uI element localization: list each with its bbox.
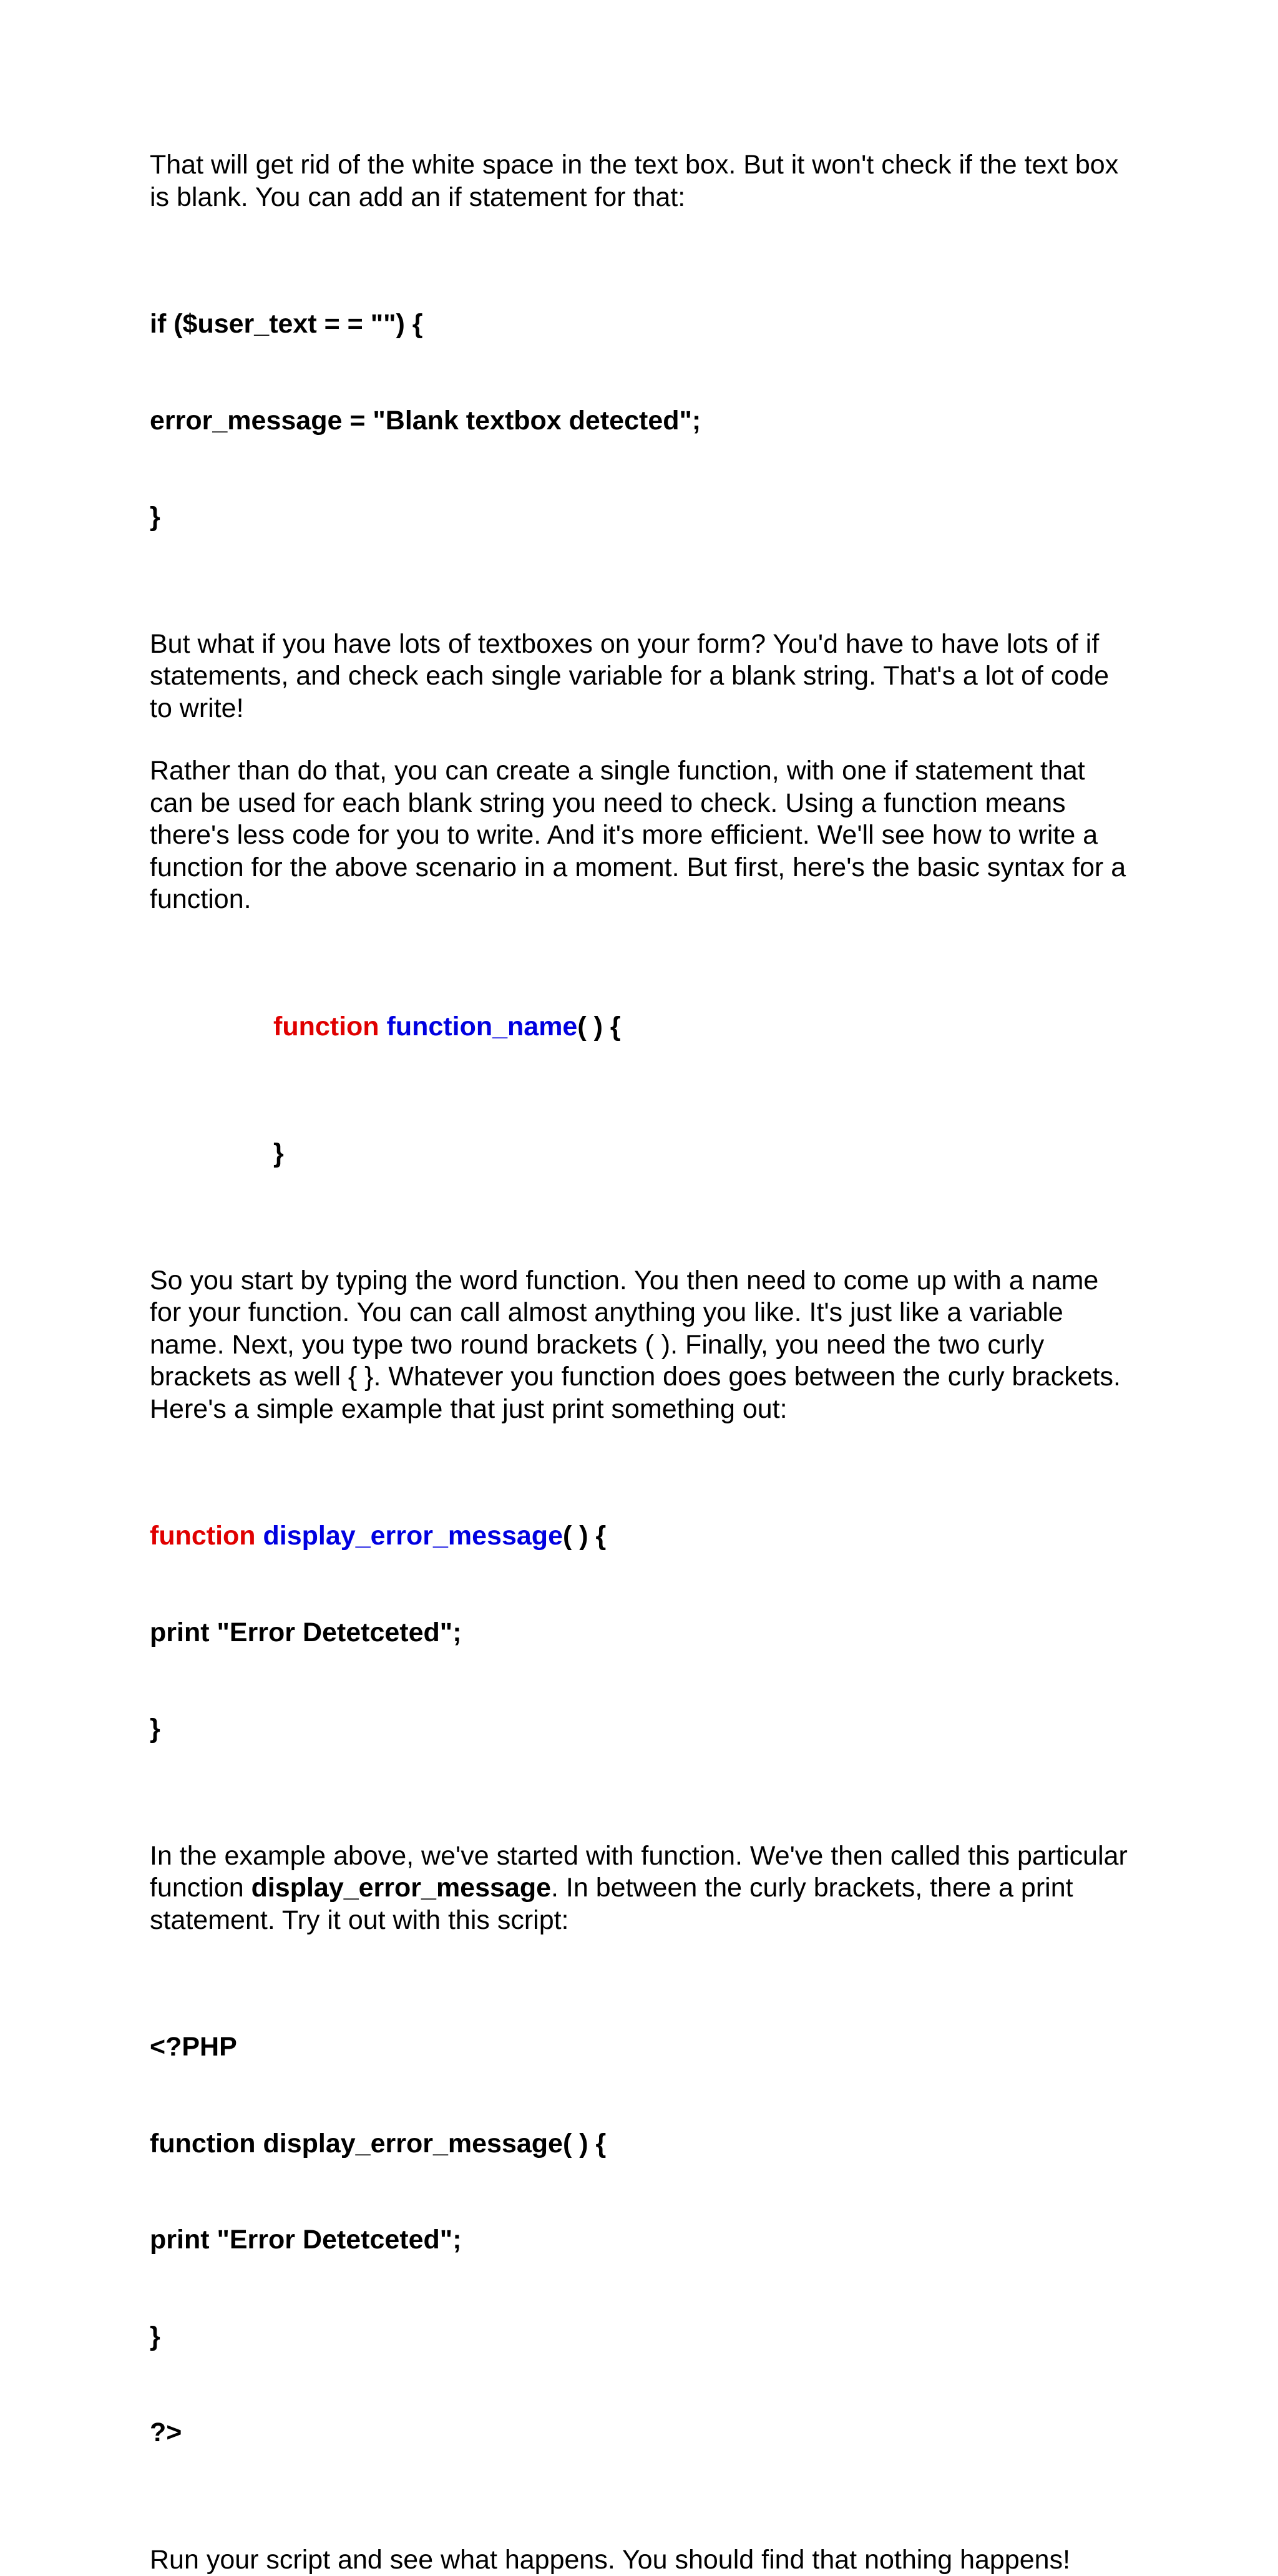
function-name: display_error_message [263, 1521, 563, 1551]
paragraph-many-textboxes: But what if you have lots of textboxes on your form? You'd have to have lots of if statements, and check each single variable for a blank string. That's a lot of code to write! [150, 628, 1136, 725]
text-run: In the example above, we've started with function. We've then called this particular function [150, 1841, 1128, 1903]
paragraph-intro: That will get rid of the white space in the text box. But it won't check if the text box is blank. You can add an if statement for that: [150, 149, 1136, 213]
text-run: . In between the curly brackets, there a print statement. Try it out with this script: [150, 1873, 1073, 1935]
code-line: print "Error Detetceted"; [150, 1617, 1278, 1649]
paragraph-run-script: Run your script and see what happens. You should find that nothing happens! [150, 2544, 1136, 2576]
code-line [273, 1011, 1278, 1043]
code-line: function display_error_message( ) { [150, 2128, 1278, 2160]
paragraph-function-explanation: So you start by typing the word function. You then need to come up with a name for your function. You can call almost anything you like. It's just like a variable name. Next, you type two round brackets ( ). Finally, you need the two curly brackets as well { }. Whatever you function does goes between the curly brackets. Here's a simple example that just print something out: [150, 1265, 1136, 1426]
code-line: } [150, 501, 1278, 534]
paragraph-example-explanation [150, 1840, 1136, 1937]
code-block-function-syntax [273, 947, 1278, 1234]
code-line: ?> [150, 2417, 1278, 2449]
code-line: if ($user_text = = "") { [150, 308, 1278, 341]
code-line: } [150, 2321, 1278, 2353]
function-name: function_name [387, 1012, 578, 1042]
code-block-if-blank [150, 244, 1278, 598]
code-block-example-function [150, 1456, 1278, 1810]
code-line: print "Error Detetceted"; [150, 2224, 1278, 2256]
code-line: } [150, 1713, 1278, 1745]
inline-code-name: display_error_message [251, 1873, 551, 1903]
code-line: } [273, 1138, 1278, 1170]
code-line: error_message = "Blank textbox detected"; [150, 405, 1278, 437]
code-line: <?PHP [150, 2031, 1278, 2064]
code-line [150, 1520, 1278, 1553]
code-punctuation: ( ) { [577, 1012, 620, 1042]
code-block-php-script [150, 1967, 1278, 2514]
keyword-function: function [273, 1012, 379, 1042]
paragraph-function-intro: Rather than do that, you can create a single function, with one if statement that can be used for each blank string you need to check. Using a function means there's less code for you to write. And it's more efficient. We'll see how to write a function for the above scenario in a moment. But first, here's the basic syntax for a function. [150, 755, 1136, 916]
keyword-function: function [150, 1521, 256, 1551]
code-punctuation: ( ) { [563, 1521, 606, 1551]
